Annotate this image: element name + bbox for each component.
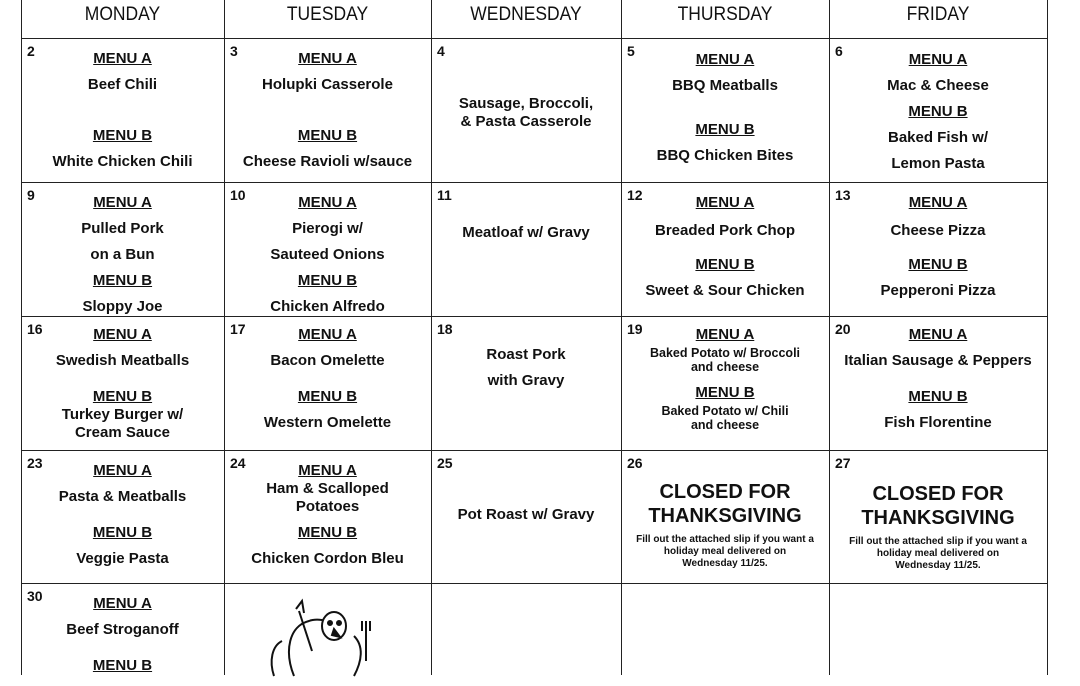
menu-label: MENU B [92, 657, 153, 674]
menu-item: Bacon Omelette [270, 352, 385, 369]
menu-label: MENU A [908, 194, 968, 211]
menu-item: and cheese [690, 418, 760, 432]
day-cell [224, 316, 431, 450]
day-number: 24 [230, 455, 246, 471]
day-number: 19 [627, 321, 643, 337]
menu-item: Fish Florentine [884, 414, 992, 431]
menu-item: Pot Roast w/ Gravy [457, 506, 595, 523]
menu-label: MENU B [92, 388, 153, 405]
day-cell [224, 38, 431, 182]
menu-item: Lemon Pasta [891, 155, 985, 172]
day-number: 6 [835, 43, 843, 59]
menu-item: Beef Chili [87, 76, 158, 93]
menu-item: Sausage, Broccoli, [458, 95, 594, 112]
menu-item: Cheese Ravioli w/sauce [242, 153, 413, 170]
day-cell [431, 450, 621, 583]
day-cell [621, 38, 829, 182]
menu-item: White Chicken Chili [52, 153, 193, 170]
menu-item: Potatoes [295, 498, 360, 515]
day-number: 20 [835, 321, 851, 337]
menu-label: MENU B [695, 121, 755, 138]
day-cell [829, 316, 1047, 450]
closed-note: Wednesday 11/25. [895, 560, 981, 571]
menu-label: MENU A [298, 50, 357, 67]
menu-label: MENU B [92, 524, 153, 541]
menu-item: Pulled Pork [81, 220, 164, 237]
grid-vline [1047, 0, 1048, 675]
day-number: 30 [27, 588, 43, 604]
menu-item: Chicken Cordon Bleu [251, 550, 404, 567]
closed-notice: THANKSGIVING [861, 507, 1015, 529]
day-number: 23 [27, 455, 43, 471]
closed-note: Fill out the attached slip if you want a [636, 534, 814, 545]
menu-label: MENU B [908, 388, 968, 405]
menu-item: Roast Pork [486, 346, 566, 363]
menu-item: BBQ Chicken Bites [656, 147, 794, 164]
day-number: 12 [627, 187, 643, 203]
day-number: 3 [230, 43, 238, 59]
day-cell [621, 583, 829, 675]
day-cell [829, 182, 1047, 316]
menu-item: and cheese [690, 360, 760, 374]
menu-label: MENU A [695, 51, 755, 68]
menu-item: Mac & Cheese [887, 77, 989, 94]
day-number: 11 [437, 187, 452, 203]
day-number: 17 [230, 321, 246, 337]
day-cell [21, 316, 224, 450]
turkey-illustration [254, 591, 394, 686]
menu-item: Chicken Alfredo [270, 298, 385, 315]
day-number: 2 [27, 43, 35, 59]
day-cell [829, 38, 1047, 182]
day-number: 27 [835, 455, 851, 471]
menu-item: Pepperoni Pizza [880, 282, 996, 299]
menu-label: MENU B [297, 272, 358, 289]
menu-label: MENU B [297, 388, 358, 405]
closed-note: Fill out the attached slip if you want a [849, 536, 1027, 547]
closed-note: holiday meal delivered on [663, 546, 787, 557]
day-cell [829, 450, 1047, 583]
menu-item: Sweet & Sour Chicken [645, 282, 805, 299]
day-cell [224, 182, 431, 316]
day-header-friday: FRIDAY [906, 4, 970, 25]
closed-note: Wednesday 11/25. [682, 558, 768, 569]
menu-label: MENU A [908, 326, 968, 343]
menu-item: & Pasta Casserole [460, 113, 592, 130]
day-cell [431, 182, 621, 316]
menu-label: MENU A [93, 50, 152, 67]
closed-note: holiday meal delivered on [876, 548, 1000, 559]
menu-label: MENU B [695, 256, 755, 273]
menu-label: MENU A [908, 51, 968, 68]
day-header-monday: MONDAY [84, 4, 161, 25]
menu-item: Cheese Pizza [890, 222, 986, 239]
menu-item: Baked Fish w/ [887, 129, 989, 146]
day-cell [21, 38, 224, 182]
menu-label: MENU A [695, 326, 755, 343]
day-cell [829, 583, 1047, 675]
menu-label: MENU B [92, 127, 153, 144]
day-cell [431, 38, 621, 182]
closed-notice: CLOSED FOR [872, 483, 1004, 505]
menu-label: MENU B [297, 127, 358, 144]
menu-item: Swedish Meatballs [55, 352, 190, 369]
menu-label: MENU A [93, 595, 152, 612]
day-number: 9 [27, 187, 35, 203]
menu-item: Turkey Burger w/ [61, 406, 184, 423]
day-cell [21, 182, 224, 316]
menu-item: Breaded Pork Chop [654, 222, 796, 239]
menu-item: with Gravy [487, 372, 565, 389]
day-cell [431, 316, 621, 450]
menu-label: MENU A [93, 326, 152, 343]
menu-item: Beef Stroganoff [66, 621, 179, 638]
closed-notice: THANKSGIVING [648, 505, 802, 527]
menu-label: MENU A [93, 462, 152, 479]
menu-item: Baked Potato w/ Broccoli [649, 346, 801, 360]
menu-item: Sauteed Onions [270, 246, 385, 263]
day-header-wednesday: WEDNESDAY [470, 4, 582, 25]
menu-item: Ham & Scalloped [266, 480, 389, 497]
menu-label: MENU B [908, 103, 968, 120]
day-number: 4 [437, 43, 445, 59]
day-cell [431, 583, 621, 675]
day-cell [21, 583, 224, 675]
menu-label: MENU B [695, 384, 755, 401]
menu-item: Holupki Casserole [262, 76, 393, 93]
day-number: 16 [27, 321, 43, 337]
day-header-thursday: THURSDAY [677, 4, 773, 25]
menu-label: MENU A [298, 462, 357, 479]
menu-item: Baked Potato w/ Chili [661, 404, 789, 418]
menu-item: Italian Sausage & Peppers [844, 352, 1032, 369]
menu-item: on a Bun [90, 246, 155, 263]
day-number: 26 [627, 455, 643, 471]
day-cell [224, 450, 431, 583]
menu-label: MENU A [298, 326, 357, 343]
day-cell [621, 316, 829, 450]
menu-label: MENU A [695, 194, 755, 211]
menu-label: MENU B [908, 256, 968, 273]
menu-item: Pierogi w/ [292, 220, 363, 237]
menu-item: Western Omelette [263, 414, 392, 431]
menu-item: Meatloaf w/ Gravy [462, 224, 590, 241]
day-header-tuesday: TUESDAY [286, 4, 369, 25]
menu-item: BBQ Meatballs [672, 77, 778, 94]
day-cell [621, 182, 829, 316]
day-number: 25 [437, 455, 453, 471]
menu-label: MENU B [297, 524, 358, 541]
menu-item: Sloppy Joe [82, 298, 163, 315]
day-number: 13 [835, 187, 851, 203]
menu-item: Pasta & Meatballs [58, 488, 187, 505]
menu-item: Veggie Pasta [76, 550, 169, 567]
day-number: 18 [437, 321, 453, 337]
menu-label: MENU B [92, 272, 153, 289]
day-cell [21, 450, 224, 583]
day-number: 5 [627, 43, 635, 59]
menu-label: MENU A [93, 194, 152, 211]
day-number: 10 [230, 187, 246, 203]
closed-notice: CLOSED FOR [659, 481, 791, 503]
menu-label: MENU A [298, 194, 357, 211]
menu-item: Cream Sauce [74, 424, 171, 441]
day-cell [621, 450, 829, 583]
